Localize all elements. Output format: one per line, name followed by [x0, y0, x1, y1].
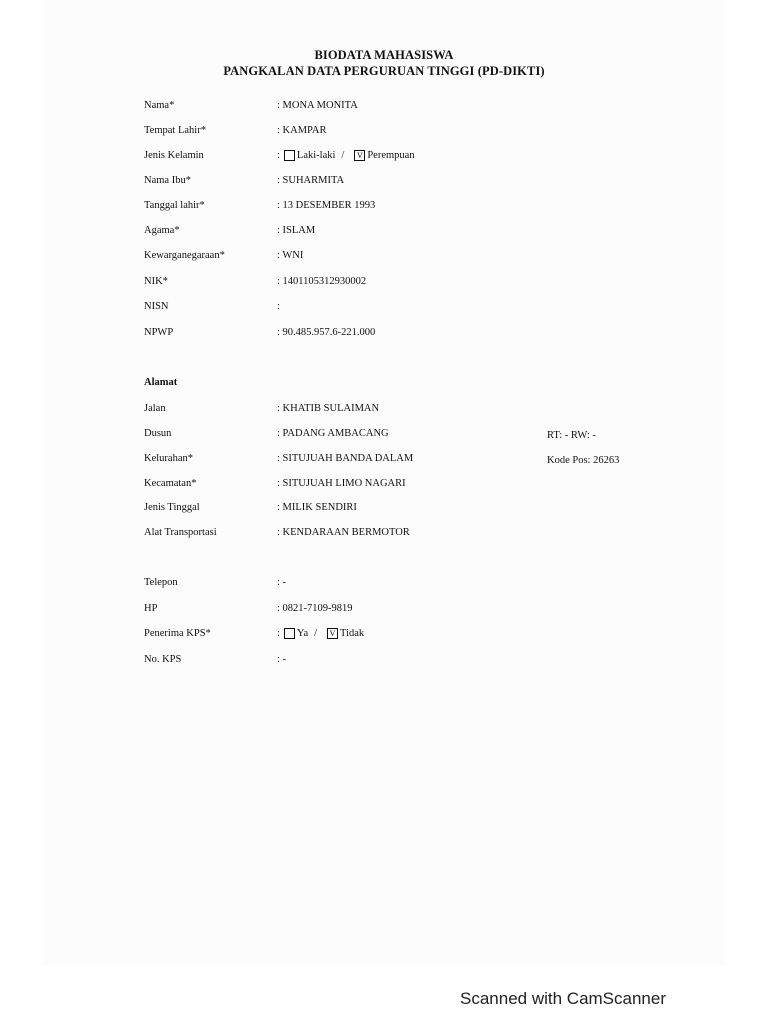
- field-label: No. KPS: [144, 654, 182, 665]
- field-value: : 13 DESEMBER 1993: [277, 200, 376, 211]
- field-value: : SITUJUAH BANDA DALAM: [277, 453, 414, 464]
- field-value: : KAMPAR: [277, 125, 327, 136]
- field-label: NISN: [144, 301, 169, 312]
- field-value: : 90.485.957.6-221.000: [277, 327, 376, 338]
- field-tanggal-lahir: [0, 200, 768, 216]
- field-label: Jenis Tinggal: [144, 502, 200, 513]
- value-prefix: :: [277, 150, 280, 161]
- field-label: Tanggal lahir*: [144, 200, 205, 211]
- field-telepon: [0, 577, 768, 593]
- field-agama: [0, 225, 768, 241]
- field-kewarganegaraan: [0, 250, 768, 266]
- field-label: Alat Transportasi: [144, 527, 217, 538]
- field-label: Nama Ibu*: [144, 175, 191, 186]
- field-nisn: [0, 301, 768, 317]
- field-value: : -: [277, 577, 287, 588]
- field-nama: [0, 100, 768, 116]
- field-value: : 1401105312930002: [277, 276, 367, 287]
- field-value: : 0821-7109-9819: [277, 603, 353, 614]
- field-label: Telepon: [144, 577, 178, 588]
- value-prefix: :: [277, 628, 280, 639]
- option-laki-laki: Laki-laki: [296, 150, 336, 161]
- field-tempat-lahir: [0, 125, 768, 141]
- field-value: : SUHARMITA: [277, 175, 345, 186]
- field-value: : MILIK SENDIRI: [277, 502, 357, 513]
- checkbox-tidak-checked: V: [327, 628, 338, 639]
- field-dusun: [0, 428, 768, 444]
- field-value: : MONA MONITA: [277, 100, 358, 111]
- field-value: : WNI: [277, 250, 304, 261]
- checkbox-ya: [284, 628, 295, 639]
- camscanner-watermark: Scanned with CamScanner: [460, 989, 667, 1008]
- field-value: : PADANG AMBACANG: [277, 428, 389, 439]
- field-label: Kelurahan*: [144, 453, 193, 464]
- field-label: Tempat Lahir*: [144, 125, 206, 136]
- field-label: HP: [144, 603, 158, 614]
- field-label: NIK*: [144, 276, 168, 287]
- checkbox-laki-laki: [284, 150, 295, 161]
- field-nik: [0, 276, 768, 292]
- option-separator: /: [341, 150, 345, 161]
- field-value: : KENDARAAN BERMOTOR: [277, 527, 410, 538]
- field-label: NPWP: [144, 327, 174, 338]
- field-npwp: [0, 327, 768, 343]
- field-label: Kewarganegaraan*: [144, 250, 225, 261]
- field-jenis-tinggal: [0, 502, 768, 518]
- field-label: Jenis Kelamin: [144, 150, 204, 161]
- field-no-kps: [0, 654, 768, 670]
- field-value: : -: [277, 654, 287, 665]
- field-kecamatan: [0, 478, 768, 494]
- field-label: Agama*: [144, 225, 180, 236]
- field-value: : ISLAM: [277, 225, 316, 236]
- field-jalan: [0, 403, 768, 419]
- field-nama-ibu: [0, 175, 768, 191]
- option-tidak: Tidak: [340, 628, 365, 639]
- field-value: : KHATIB SULAIMAN: [277, 403, 380, 414]
- field-kelurahan: [0, 453, 768, 469]
- rt-rw: RT: - RW: -: [547, 430, 596, 441]
- field-hp: [0, 603, 768, 619]
- field-penerima-kps: [0, 628, 768, 644]
- kode-pos: Kode Pos: 26263: [547, 455, 620, 466]
- option-separator: /: [314, 628, 318, 639]
- field-value: : SITUJUAH LIMO NAGARI: [277, 478, 406, 489]
- checkbox-perempuan-checked: V: [354, 150, 365, 161]
- document-subtitle: PANGKALAN DATA PERGURUAN TINGGI (PD-DIKTI): [223, 64, 545, 78]
- field-alat-transportasi: [0, 527, 768, 543]
- field-label: Kecamatan*: [144, 478, 197, 489]
- field-value: :: [277, 301, 280, 312]
- field-value: [277, 628, 364, 639]
- option-perempuan: Perempuan: [367, 150, 415, 161]
- section-alamat: Alamat: [144, 377, 178, 388]
- option-ya: Ya: [296, 628, 309, 639]
- document-title: BIODATA MAHASISWA: [314, 48, 454, 62]
- field-label: Nama*: [144, 100, 175, 111]
- field-label: Penerima KPS*: [144, 628, 211, 639]
- field-label: Jalan: [144, 403, 166, 414]
- field-value: [277, 150, 415, 161]
- field-jenis-kelamin: [0, 150, 768, 166]
- field-label: Dusun: [144, 428, 172, 439]
